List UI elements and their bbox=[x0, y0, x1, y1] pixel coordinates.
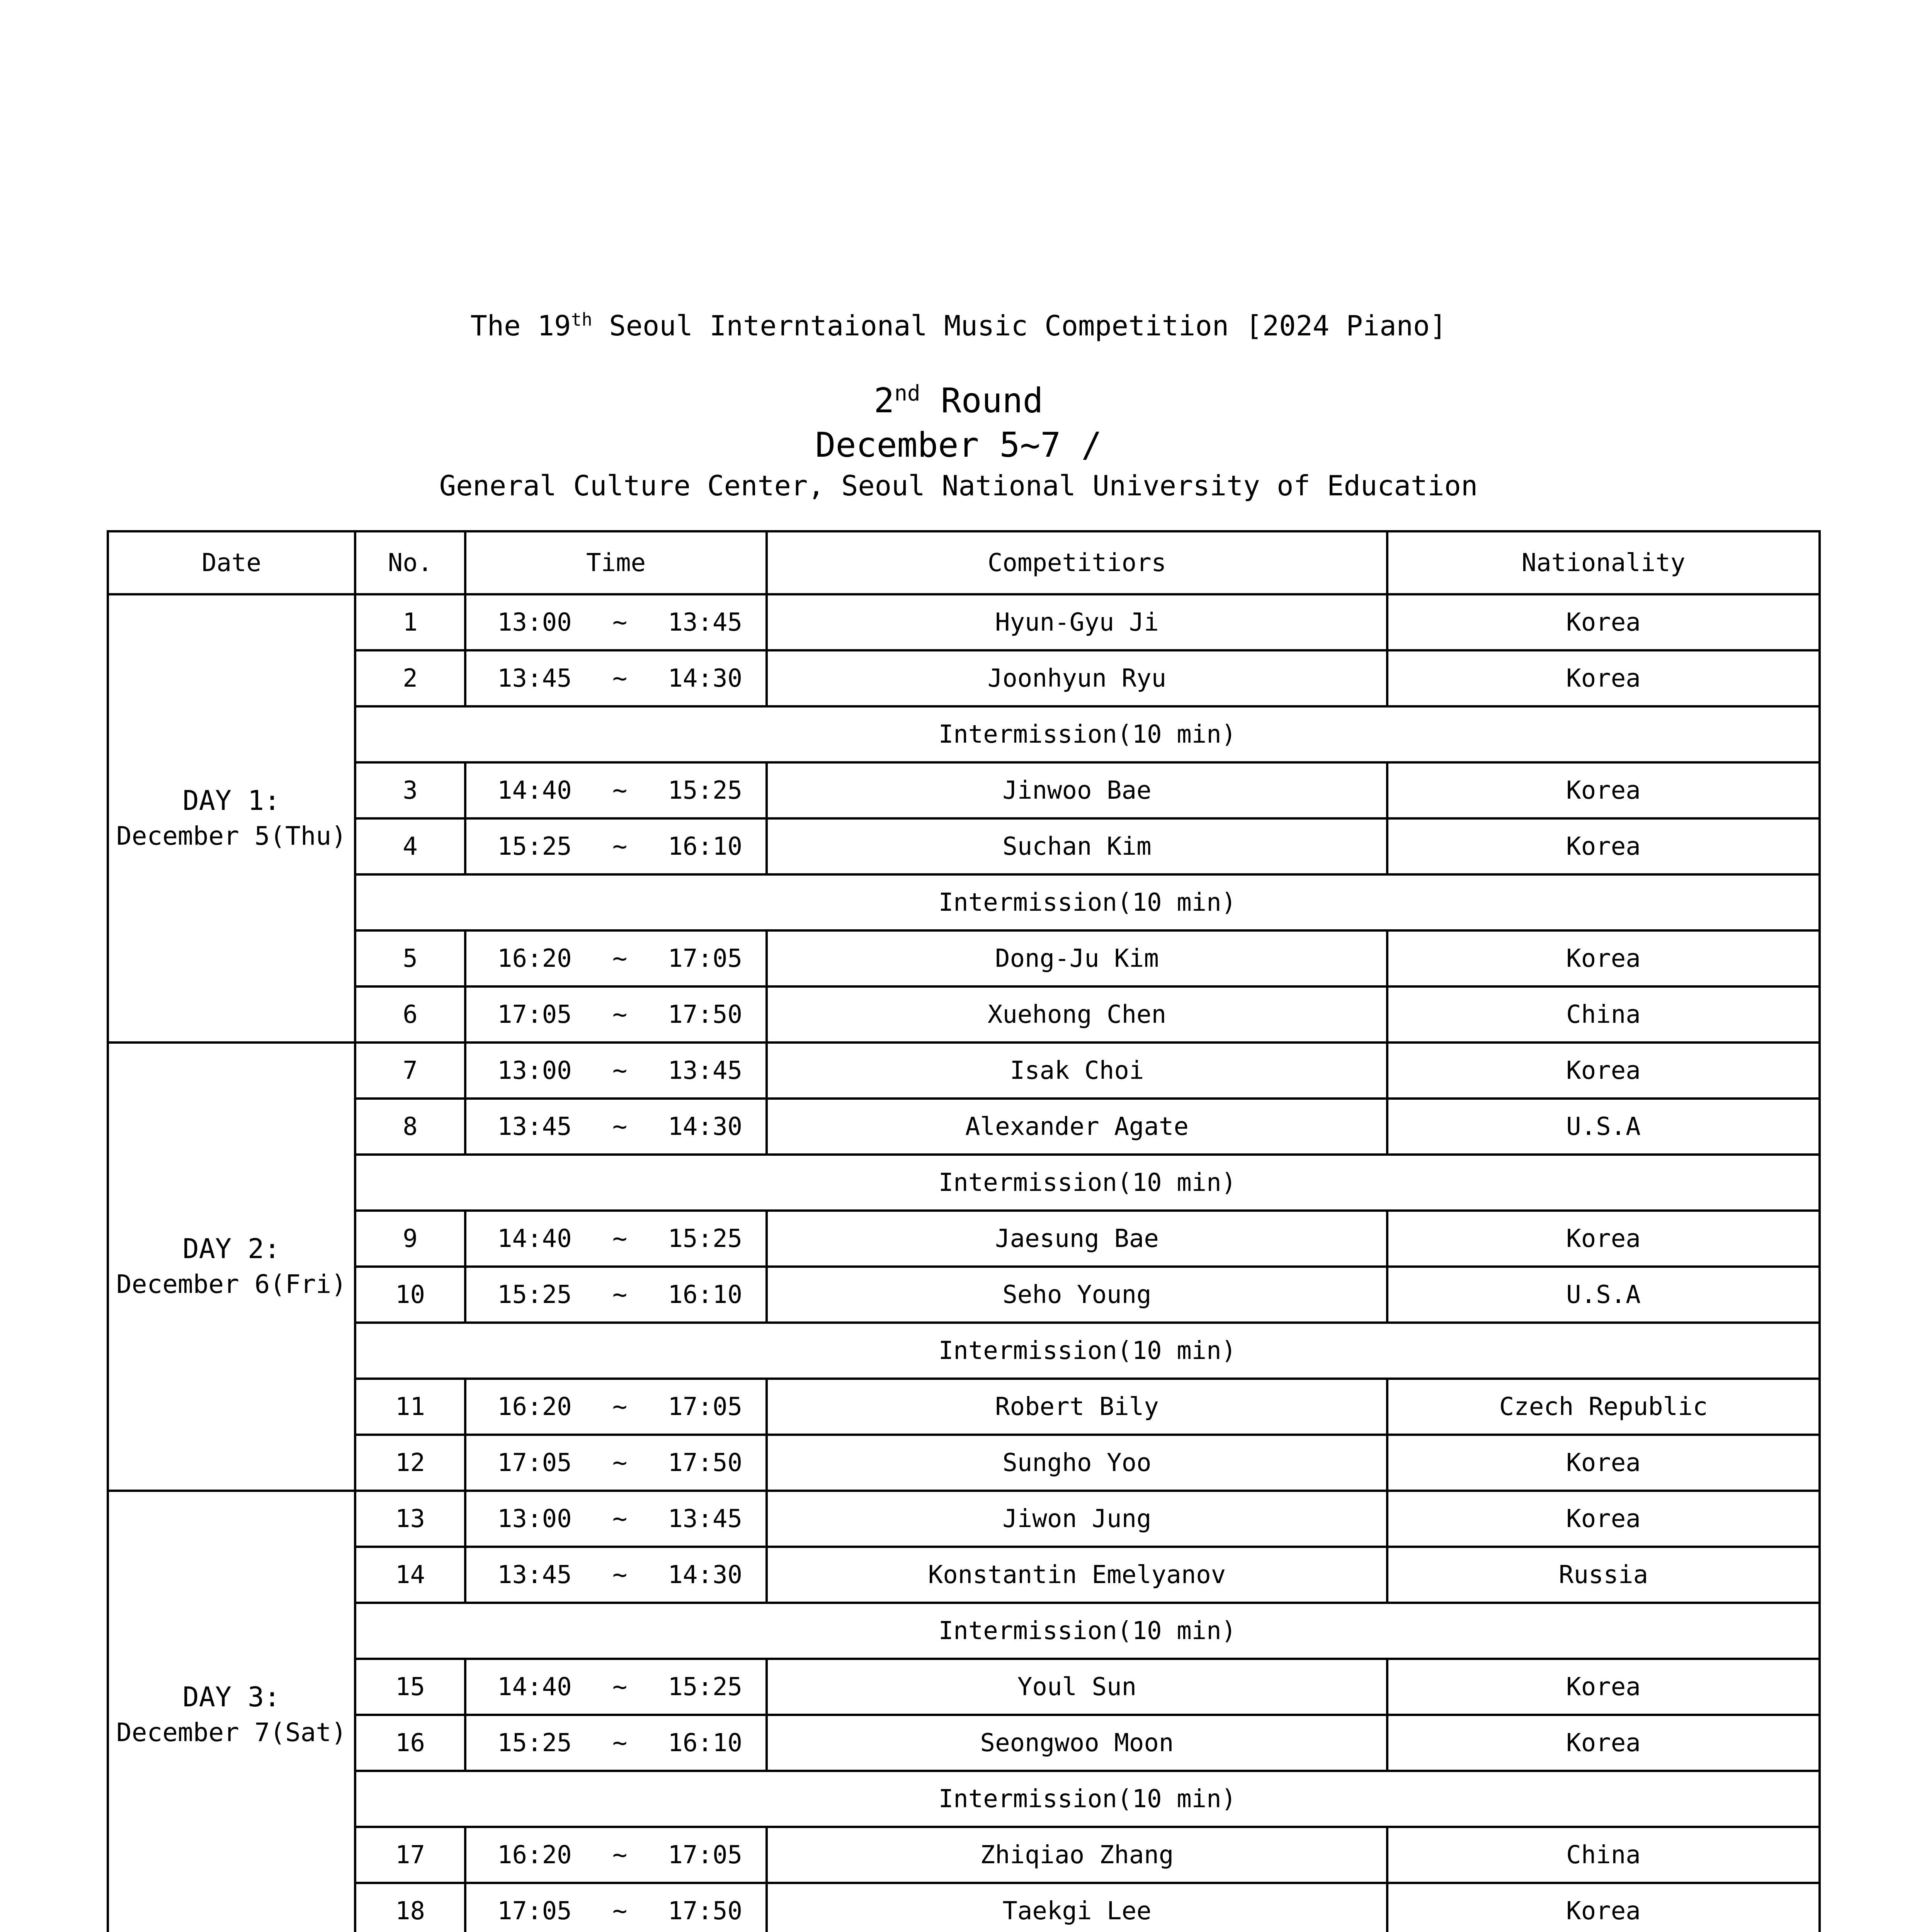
day-date: December 6(Fri) bbox=[116, 1269, 347, 1299]
time-end: 17:50 bbox=[668, 1000, 742, 1029]
competitor-name: Dong-Ju Kim bbox=[767, 930, 1387, 986]
time-start: 16:20 bbox=[497, 1840, 572, 1869]
competitor-number: 18 bbox=[355, 1883, 465, 1932]
time-range bbox=[466, 1729, 765, 1757]
time-range bbox=[466, 832, 765, 861]
time-sep: ~ bbox=[612, 944, 628, 973]
competitor-name: Joonhyun Ryu bbox=[767, 650, 1387, 706]
time-start: 14:40 bbox=[497, 1224, 572, 1253]
intermission-cell: Intermission(10 min) bbox=[355, 1155, 1820, 1211]
time-start: 16:20 bbox=[497, 1392, 572, 1421]
round-superscript: nd bbox=[894, 381, 920, 406]
competitor-nationality: U.S.A bbox=[1387, 1099, 1820, 1155]
time-start: 13:45 bbox=[497, 1560, 572, 1589]
time-sep: ~ bbox=[612, 664, 628, 693]
competitor-nationality: Korea bbox=[1387, 930, 1820, 986]
header-no: No. bbox=[355, 531, 465, 594]
time-slot bbox=[465, 1099, 767, 1155]
competitor-number: 16 bbox=[355, 1715, 465, 1771]
competitor-nationality: Russia bbox=[1387, 1547, 1820, 1603]
competitor-nationality: Korea bbox=[1387, 1435, 1820, 1491]
time-start: 15:25 bbox=[497, 832, 572, 861]
time-slot bbox=[465, 650, 767, 706]
time-end: 17:05 bbox=[668, 944, 742, 973]
header-time: Time bbox=[465, 531, 767, 594]
competitor-number: 2 bbox=[355, 650, 465, 706]
time-range bbox=[466, 1841, 765, 1869]
table-row bbox=[108, 818, 1820, 874]
time-slot bbox=[465, 1659, 767, 1715]
time-range bbox=[466, 1561, 765, 1589]
time-end: 15:25 bbox=[668, 776, 742, 805]
time-slot bbox=[465, 818, 767, 874]
time-sep: ~ bbox=[612, 1840, 628, 1869]
time-slot bbox=[465, 1379, 767, 1435]
intermission-row bbox=[108, 706, 1820, 762]
time-end: 14:30 bbox=[668, 1560, 742, 1589]
time-end: 16:10 bbox=[668, 1280, 742, 1309]
round-dates: December 5~7 / bbox=[815, 425, 1102, 465]
round-venue: General Culture Center, Seoul National University of Education bbox=[439, 469, 1478, 502]
intermission-cell: Intermission(10 min) bbox=[355, 1771, 1820, 1827]
time-range bbox=[466, 776, 765, 805]
title-superscript: th bbox=[571, 309, 592, 330]
time-range bbox=[466, 1673, 765, 1701]
time-slot bbox=[465, 1043, 767, 1099]
table-row bbox=[108, 1379, 1820, 1435]
header-date: Date bbox=[108, 531, 355, 594]
time-end: 17:05 bbox=[668, 1392, 742, 1421]
document-title bbox=[0, 309, 1917, 342]
time-range bbox=[466, 1897, 765, 1925]
time-range bbox=[466, 1449, 765, 1477]
time-end: 16:10 bbox=[668, 832, 742, 861]
competitor-number: 1 bbox=[355, 594, 465, 650]
competitor-name: Seho Young bbox=[767, 1267, 1387, 1323]
table-row bbox=[108, 1267, 1820, 1323]
time-start: 13:00 bbox=[497, 1056, 572, 1085]
time-sep: ~ bbox=[612, 1504, 628, 1533]
competitor-nationality: Korea bbox=[1387, 1211, 1820, 1267]
time-end: 13:45 bbox=[668, 1056, 742, 1085]
intermission-row bbox=[108, 1155, 1820, 1211]
competitor-number: 13 bbox=[355, 1491, 465, 1547]
day-cell bbox=[108, 1043, 355, 1491]
time-slot bbox=[465, 1211, 767, 1267]
time-start: 17:05 bbox=[497, 1448, 572, 1477]
competitor-name: Robert Bily bbox=[767, 1379, 1387, 1435]
time-sep: ~ bbox=[612, 1392, 628, 1421]
table-row bbox=[108, 1099, 1820, 1155]
day-label: DAY 3: bbox=[182, 1681, 281, 1713]
time-end: 13:45 bbox=[668, 608, 742, 637]
round-suffix: Round bbox=[920, 381, 1043, 420]
time-sep: ~ bbox=[612, 832, 628, 861]
competitor-number: 8 bbox=[355, 1099, 465, 1155]
time-range bbox=[466, 1225, 765, 1253]
table-row bbox=[108, 930, 1820, 986]
table-row bbox=[108, 1883, 1820, 1932]
competitor-name: Hyun-Gyu Ji bbox=[767, 594, 1387, 650]
intermission-row bbox=[108, 1603, 1820, 1659]
time-sep: ~ bbox=[612, 1224, 628, 1253]
competitor-name: Taekgi Lee bbox=[767, 1883, 1387, 1932]
intermission-row bbox=[108, 874, 1820, 930]
competitor-name: Seongwoo Moon bbox=[767, 1715, 1387, 1771]
competitor-number: 17 bbox=[355, 1827, 465, 1883]
intermission-row bbox=[108, 1323, 1820, 1379]
day-cell bbox=[108, 1491, 355, 1932]
day-date: December 7(Sat) bbox=[116, 1718, 347, 1747]
time-end: 14:30 bbox=[668, 1112, 742, 1141]
competitor-name: Suchan Kim bbox=[767, 818, 1387, 874]
competitor-number: 7 bbox=[355, 1043, 465, 1099]
time-start: 14:40 bbox=[497, 776, 572, 805]
time-end: 16:10 bbox=[668, 1728, 742, 1757]
round-number: 2 bbox=[874, 381, 895, 420]
time-start: 13:45 bbox=[497, 664, 572, 693]
title-prefix: The 19 bbox=[470, 310, 571, 342]
competitor-nationality: Korea bbox=[1387, 1043, 1820, 1099]
competitor-nationality: Korea bbox=[1387, 818, 1820, 874]
time-end: 17:50 bbox=[668, 1896, 742, 1925]
time-slot bbox=[465, 594, 767, 650]
time-range bbox=[466, 664, 765, 693]
time-end: 17:50 bbox=[668, 1448, 742, 1477]
time-range bbox=[466, 1505, 765, 1533]
day-cell bbox=[108, 594, 355, 1043]
intermission-row bbox=[108, 1771, 1820, 1827]
competitor-name: Jaesung Bae bbox=[767, 1211, 1387, 1267]
time-end: 17:05 bbox=[668, 1840, 742, 1869]
schedule-table bbox=[107, 530, 1821, 1932]
time-slot bbox=[465, 1547, 767, 1603]
competitor-number: 6 bbox=[355, 986, 465, 1043]
time-start: 13:00 bbox=[497, 608, 572, 637]
header-competitors: Competitiors bbox=[767, 531, 1387, 594]
time-range bbox=[466, 1281, 765, 1309]
competitor-nationality: Korea bbox=[1387, 650, 1820, 706]
time-sep: ~ bbox=[612, 1448, 628, 1477]
competitor-nationality: Korea bbox=[1387, 1491, 1820, 1547]
time-sep: ~ bbox=[612, 776, 628, 805]
time-start: 17:05 bbox=[497, 1896, 572, 1925]
competitor-nationality: Korea bbox=[1387, 1715, 1820, 1771]
time-start: 13:45 bbox=[497, 1112, 572, 1141]
competitor-number: 10 bbox=[355, 1267, 465, 1323]
table-row bbox=[108, 1211, 1820, 1267]
title-suffix: Seoul Interntaional Music Competition [2024 Piano] bbox=[592, 310, 1447, 342]
time-sep: ~ bbox=[612, 1000, 628, 1029]
time-slot bbox=[465, 930, 767, 986]
competitor-number: 4 bbox=[355, 818, 465, 874]
time-slot bbox=[465, 1883, 767, 1932]
competitor-nationality: Korea bbox=[1387, 762, 1820, 818]
intermission-cell: Intermission(10 min) bbox=[355, 874, 1820, 930]
time-sep: ~ bbox=[612, 1112, 628, 1141]
time-end: 15:25 bbox=[668, 1672, 742, 1701]
competitor-number: 9 bbox=[355, 1211, 465, 1267]
time-sep: ~ bbox=[612, 1280, 628, 1309]
time-slot bbox=[465, 762, 767, 818]
competitor-nationality: Korea bbox=[1387, 594, 1820, 650]
time-sep: ~ bbox=[612, 1672, 628, 1701]
table-row bbox=[108, 1491, 1820, 1547]
competitor-name: Sungho Yoo bbox=[767, 1435, 1387, 1491]
day-label: DAY 2: bbox=[182, 1233, 281, 1265]
time-sep: ~ bbox=[612, 1896, 628, 1925]
header-nationality: Nationality bbox=[1387, 531, 1820, 594]
table-row bbox=[108, 1715, 1820, 1771]
competitor-name: Jiwon Jung bbox=[767, 1491, 1387, 1547]
time-range bbox=[466, 1112, 765, 1141]
time-range bbox=[466, 1056, 765, 1085]
time-start: 15:25 bbox=[497, 1280, 572, 1309]
time-slot bbox=[465, 1715, 767, 1771]
table-row bbox=[108, 650, 1820, 706]
competitor-number: 11 bbox=[355, 1379, 465, 1435]
time-sep: ~ bbox=[612, 608, 628, 637]
time-start: 17:05 bbox=[497, 1000, 572, 1029]
time-range bbox=[466, 1000, 765, 1029]
competitor-nationality: China bbox=[1387, 986, 1820, 1043]
time-start: 15:25 bbox=[497, 1728, 572, 1757]
time-slot bbox=[465, 1827, 767, 1883]
competitor-nationality: China bbox=[1387, 1827, 1820, 1883]
time-start: 16:20 bbox=[497, 944, 572, 973]
table-row bbox=[108, 1043, 1820, 1099]
day-date: December 5(Thu) bbox=[116, 821, 347, 851]
competitor-name: Xuehong Chen bbox=[767, 986, 1387, 1043]
table-row bbox=[108, 1435, 1820, 1491]
time-sep: ~ bbox=[612, 1056, 628, 1085]
time-end: 14:30 bbox=[668, 664, 742, 693]
competitor-nationality: Korea bbox=[1387, 1883, 1820, 1932]
round-title bbox=[0, 381, 1917, 420]
competitor-number: 5 bbox=[355, 930, 465, 986]
table-row bbox=[108, 594, 1820, 650]
time-range bbox=[466, 944, 765, 973]
schedule-body bbox=[108, 594, 1820, 1932]
intermission-cell: Intermission(10 min) bbox=[355, 1603, 1820, 1659]
competitor-name: Konstantin Emelyanov bbox=[767, 1547, 1387, 1603]
table-row bbox=[108, 1547, 1820, 1603]
competitor-name: Isak Choi bbox=[767, 1043, 1387, 1099]
time-slot bbox=[465, 1491, 767, 1547]
table-row bbox=[108, 986, 1820, 1043]
intermission-cell: Intermission(10 min) bbox=[355, 706, 1820, 762]
time-end: 13:45 bbox=[668, 1504, 742, 1533]
intermission-cell: Intermission(10 min) bbox=[355, 1323, 1820, 1379]
time-sep: ~ bbox=[612, 1560, 628, 1589]
competitor-number: 14 bbox=[355, 1547, 465, 1603]
competitor-name: Zhiqiao Zhang bbox=[767, 1827, 1387, 1883]
competitor-nationality: Czech Republic bbox=[1387, 1379, 1820, 1435]
time-slot bbox=[465, 1267, 767, 1323]
table-row bbox=[108, 762, 1820, 818]
table-row bbox=[108, 1827, 1820, 1883]
table-header-row bbox=[108, 531, 1820, 594]
time-start: 13:00 bbox=[497, 1504, 572, 1533]
competitor-nationality: Korea bbox=[1387, 1659, 1820, 1715]
competitor-name: Alexander Agate bbox=[767, 1099, 1387, 1155]
time-sep: ~ bbox=[612, 1728, 628, 1757]
time-slot bbox=[465, 986, 767, 1043]
competitor-name: Jinwoo Bae bbox=[767, 762, 1387, 818]
table-row bbox=[108, 1659, 1820, 1715]
competitor-nationality: U.S.A bbox=[1387, 1267, 1820, 1323]
time-start: 14:40 bbox=[497, 1672, 572, 1701]
time-slot bbox=[465, 1435, 767, 1491]
time-end: 15:25 bbox=[668, 1224, 742, 1253]
competitor-number: 3 bbox=[355, 762, 465, 818]
competitor-number: 12 bbox=[355, 1435, 465, 1491]
competitor-name: Youl Sun bbox=[767, 1659, 1387, 1715]
time-range bbox=[466, 1393, 765, 1421]
day-label: DAY 1: bbox=[182, 785, 281, 816]
time-range bbox=[466, 608, 765, 637]
competitor-number: 15 bbox=[355, 1659, 465, 1715]
